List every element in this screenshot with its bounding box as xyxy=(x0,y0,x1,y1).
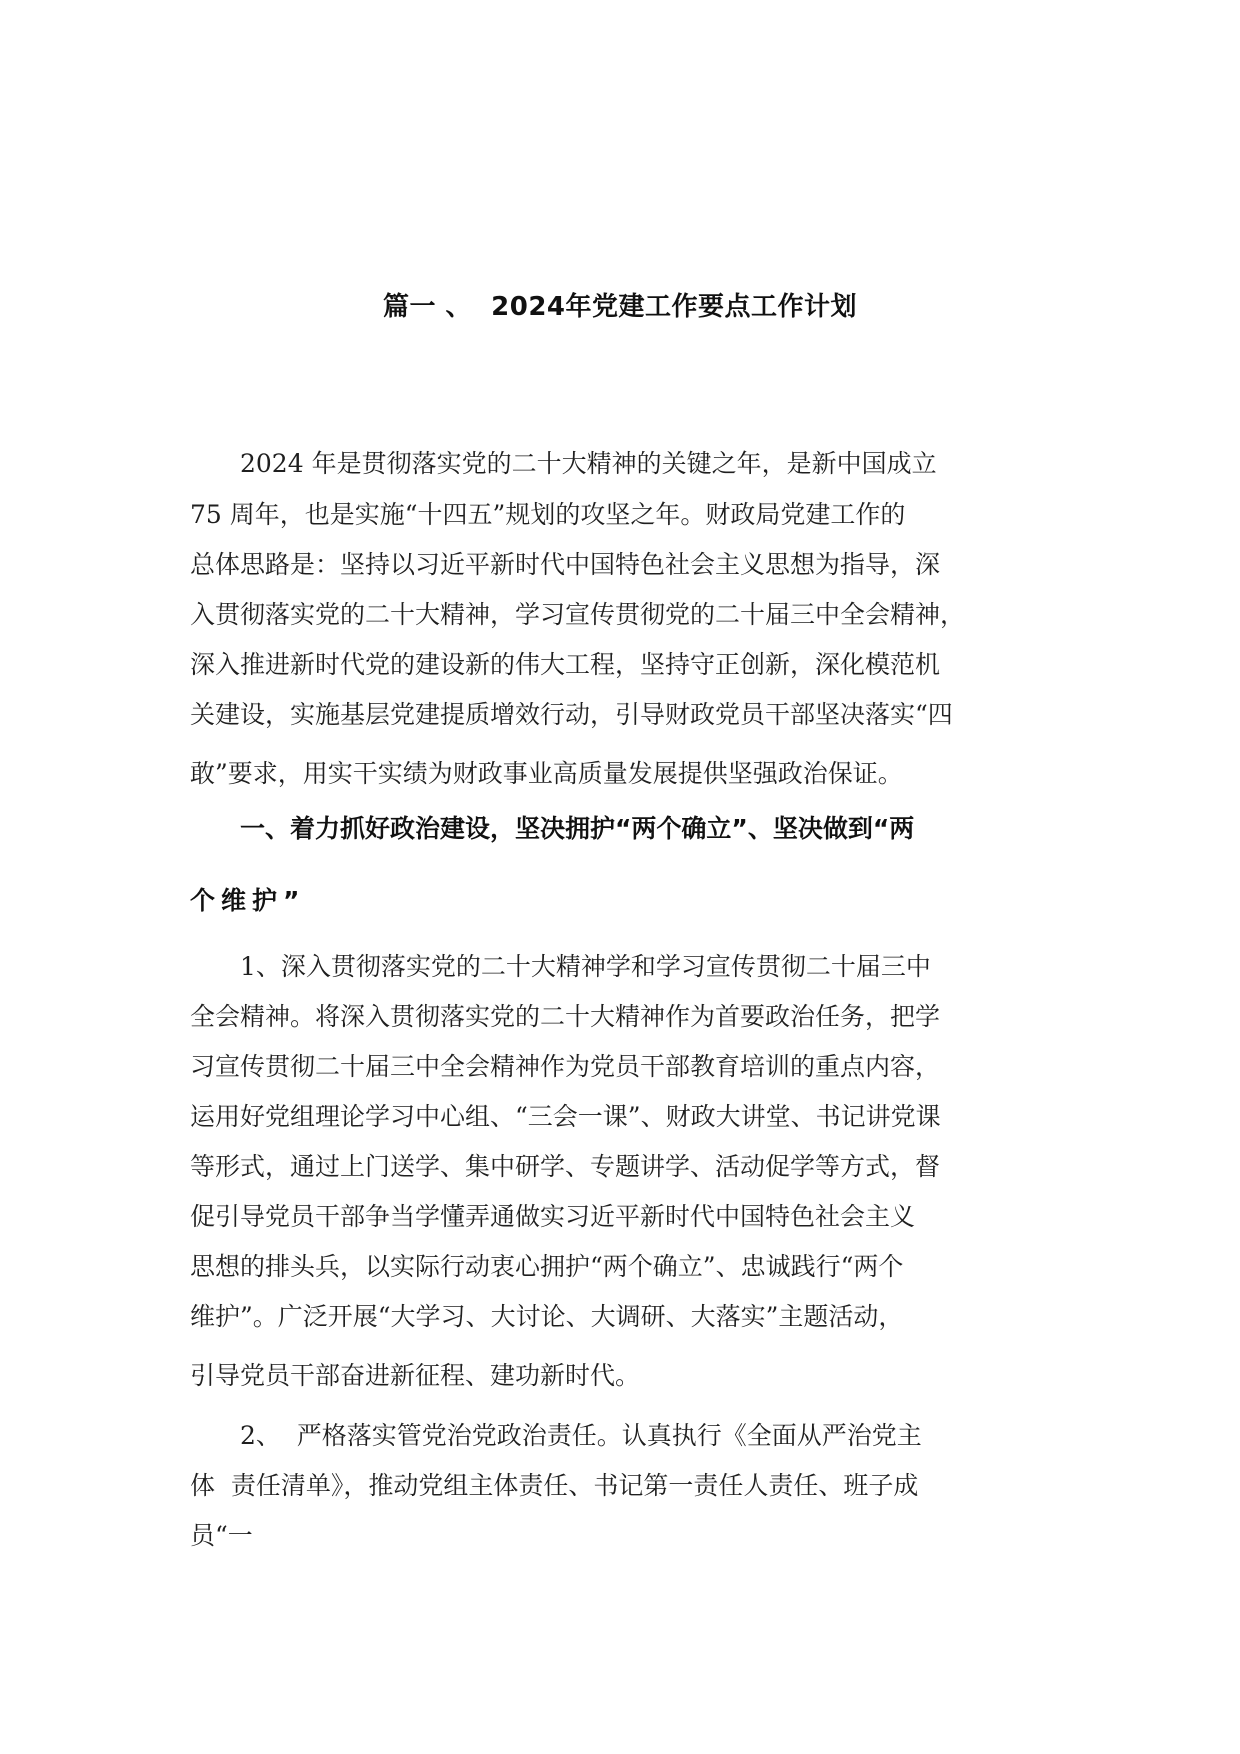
intro-line-2: 75 周年，也是实施“十四五”规划的攻坚之年。财政局党建工作的 xyxy=(190,500,906,529)
item1-line-3: 习宣传贯彻二十届三中全会精神作为党员干部教育培训的重点内容， xyxy=(190,1052,941,1081)
section-heading-line-1: 一、着力抓好政治建设，坚决拥护“两个确立”、坚决做到“两 xyxy=(240,814,915,843)
item1-line-8: 维护”。广泛开展“大学习、大讨论、大调研、大落实”主题活动， xyxy=(190,1302,904,1331)
intro-line-3: 总体思路是：坚持以习近平新时代中国特色社会主义思想为指导，深 xyxy=(190,550,941,579)
item1-line-4: 运用好党组理论学习中心组、“三会一课”、财政大讲堂、书记讲党课 xyxy=(190,1102,941,1131)
item1-line-9: 引导党员干部奋进新征程、建功新时代。 xyxy=(190,1361,641,1390)
intro-line-7: 敢”要求，用实干实绩为财政事业高质量发展提供坚强政治保证。 xyxy=(190,759,903,788)
item1-line-6: 促引导党员干部争当学懂弄通做实习近平新时代中国特色社会主义 xyxy=(190,1202,916,1231)
item1-line-7: 思想的排头兵，以实际行动衷心拥护“两个确立”、忠诚践行“两个 xyxy=(190,1252,904,1281)
intro-line-1: 2024 年是贯彻落实党的二十大精神的关键之年，是新中国成立 xyxy=(240,449,937,478)
item2-line-2: 体 责任清单》，推动党组主体责任、书记第一责任人责任、班子成 xyxy=(190,1471,919,1500)
intro-line-4: 入贯彻落实党的二十大精神，学习宣传贯彻党的二十届三中全会精神， xyxy=(190,600,966,629)
item1-line-1: 1、深入贯彻落实党的二十大精神学和学习宣传贯彻二十届三中 xyxy=(240,952,931,981)
intro-line-5: 深入推进新时代党的建设新的伟大工程，坚持守正创新，深化模范机 xyxy=(190,650,941,679)
section-heading-line-2: 个维护” xyxy=(190,886,306,915)
item1-line-2: 全会精神。将深入贯彻落实党的二十大精神作为首要政治任务，把学 xyxy=(190,1002,941,1031)
intro-line-6: 关建设，实施基层党建提质增效行动，引导财政党员干部坚决落实“四 xyxy=(190,700,953,729)
document-title: 篇一 、 2024年党建工作要点工作计划 xyxy=(382,292,858,322)
item2-line-1: 2、 严格落实管党治党政治责任。认真执行《全面从严治党主 xyxy=(240,1421,922,1450)
item1-line-5: 等形式，通过上门送学、集中研学、专题讲学、活动促学等方式，督 xyxy=(190,1152,941,1181)
item2-line-3: 员“一 xyxy=(190,1521,253,1550)
